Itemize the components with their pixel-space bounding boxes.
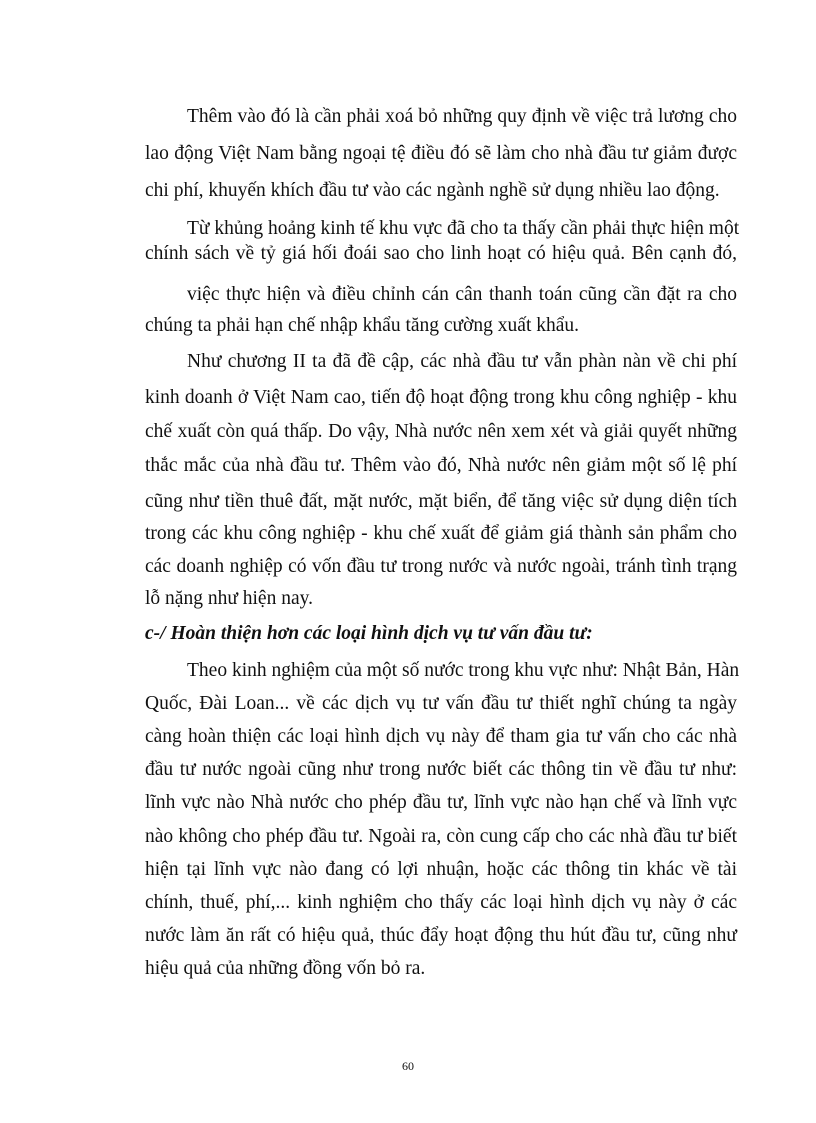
paragraph-4-line-4: thắc mắc của nhà đầu tư. Thêm vào đó, Nhà nước nên giảm một số lệ phí: [145, 455, 737, 476]
paragraph-1-line-3: chi phí, khuyến khích đầu tư vào các ngành nghề sử dụng nhiều lao động.: [145, 180, 720, 201]
paragraph-5-line-4: đầu tư nước ngoài cũng như trong nước biết các thông tin về đầu tư như:: [145, 759, 737, 780]
paragraph-5-line-10: hiệu quả của những đồng vốn bỏ ra.: [145, 958, 426, 979]
paragraph-5-line-6: nào không cho phép đầu tư. Ngoài ra, còn cung cấp cho các nhà đầu tư biết: [145, 826, 737, 847]
section-heading: c-/ Hoàn thiện hơn các loại hình dịch vụ tư vấn đầu tư:: [145, 623, 593, 644]
paragraph-4-line-5: cũng như tiền thuê đất, mặt nước, mặt biển, để tăng việc sử dụng diện tích: [145, 491, 737, 512]
page-number: 60: [402, 1059, 414, 1073]
paragraph-1-line-2: lao động Việt Nam bằng ngoại tệ điều đó sẽ làm cho nhà đầu tư giảm được: [145, 143, 737, 164]
paragraph-4-line-6: trong các khu công nghiệp - khu chế xuất để giảm giá thành sản phẩm cho: [145, 523, 737, 544]
paragraph-4-line-8: lỗ nặng như hiện nay.: [145, 588, 313, 609]
paragraph-5-line-9: nước làm ăn rất có hiệu quả, thúc đẩy hoạt động thu hút đầu tư, cũng như: [145, 925, 737, 946]
paragraph-5-line-2: Quốc, Đài Loan... về các dịch vụ tư vấn đầu tư thiết nghĩ chúng ta ngày: [145, 693, 737, 714]
paragraph-2-line-1: Từ khủng hoảng kinh tế khu vực đã cho ta thấy cần phải thực hiện một: [187, 218, 740, 239]
paragraph-1-line-1: Thêm vào đó là cần phải xoá bỏ những quy định về việc trả lương cho: [187, 106, 737, 127]
paragraph-5-line-3: càng hoàn thiện các loại hình dịch vụ này để tham gia tư vấn cho các nhà: [145, 726, 737, 747]
paragraph-4-line-3: chế xuất còn quá thấp. Do vậy, Nhà nước nên xem xét và giải quyết những: [145, 421, 737, 442]
paragraph-5-line-8: chính, thuế, phí,... kinh nghiệm cho thấy các loại hình dịch vụ này ở các: [145, 892, 737, 913]
paragraph-3-line-2: chúng ta phải hạn chế nhập khẩu tăng cường xuất khẩu.: [145, 315, 580, 336]
paragraph-4-line-2: kinh doanh ở Việt Nam cao, tiến độ hoạt động trong khu công nghiệp - khu: [145, 387, 737, 408]
paragraph-5-line-7: hiện tại lĩnh vực nào đang có lợi nhuận, hoặc các thông tin khác về tài: [145, 859, 737, 880]
paragraph-5-line-1: Theo kinh nghiệm của một số nước trong khu vực như: Nhật Bản, Hàn: [187, 660, 740, 681]
paragraph-2-line-2: chính sách về tỷ giá hối đoái sao cho linh hoạt có hiệu quả. Bên cạnh đó,: [145, 243, 737, 264]
paragraph-4-line-1: Như chương II ta đã đề cập, các nhà đầu tư vẫn phàn nàn về chi phí: [187, 351, 737, 372]
paragraph-5-line-5: lĩnh vực nào Nhà nước cho phép đầu tư, lĩnh vực nào hạn chế và lĩnh vực: [145, 792, 737, 813]
paragraph-3-line-1: việc thực hiện và điều chỉnh cán cân thanh toán cũng cần đặt ra cho: [187, 284, 737, 305]
paragraph-4-line-7: các doanh nghiệp có vốn đầu tư trong nước và nước ngoài, tránh tình trạng: [145, 556, 737, 577]
